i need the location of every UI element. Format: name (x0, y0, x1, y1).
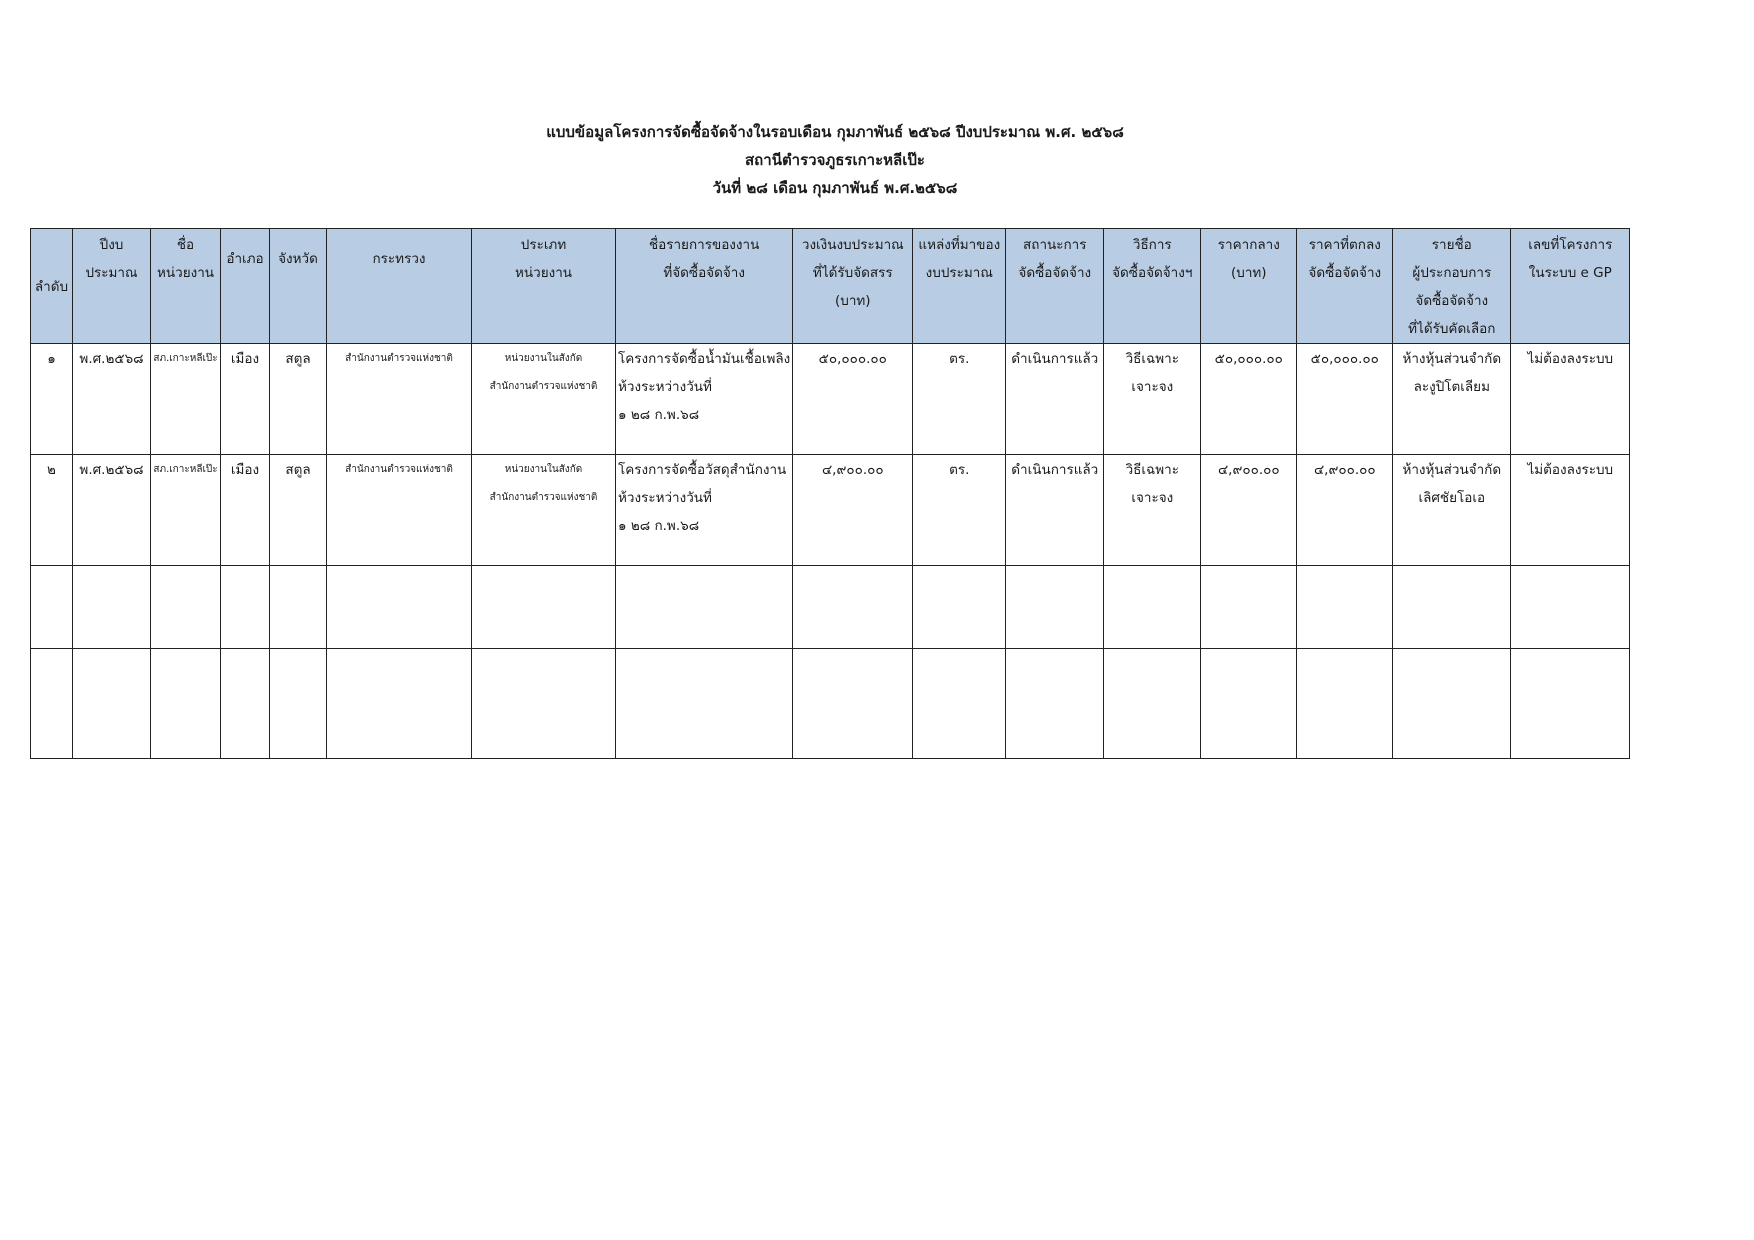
col-header-status: สถานะการ จัดซื้อจัดจ้าง (1006, 229, 1104, 344)
cell-budget: ๕๐,๐๐๐.๐๐ (793, 344, 913, 455)
cell-egp-no: ไม่ต้องลงระบบ (1511, 344, 1630, 455)
cell-ministry: สำนักงานตำรวจแห่งชาติ (327, 455, 472, 566)
cell-method: วิธีเฉพาะเจาะจง (1104, 344, 1201, 455)
table-header-row (31, 229, 1630, 344)
cell-vendor: ห้างหุ้นส่วนจำกัด เลิศชัยโอเอ (1393, 455, 1511, 566)
col-header-method: วิธีการ จัดซื้อจัดจ้างฯ (1104, 229, 1201, 344)
col-header-vendor: รายชื่อ ผู้ประกอบการ จัดซื้อจัดจ้าง ที่ได้รับคัดเลือก (1393, 229, 1511, 344)
report-date: วันที่ ๒๘ เดือน กุมภาพันธ์ พ.ศ.๒๕๖๘ (712, 179, 958, 197)
cell-egp-no: ไม่ต้องลงระบบ (1511, 455, 1630, 566)
cell-ministry: สำนักงานตำรวจแห่งชาติ (327, 344, 472, 455)
cell-agency: สภ.เกาะหลีเป๊ะ (151, 455, 221, 566)
cell-status: ดำเนินการแล้ว (1006, 455, 1104, 566)
cell-reference-price: ๔,๙๐๐.๐๐ (1201, 455, 1297, 566)
col-header-agreed-price: ราคาที่ตกลง จัดซื้อจัดจ้าง (1297, 229, 1393, 344)
document-title: แบบข้อมูลโครงการจัดซื้อจัดจ้างในรอบเดือน กุมภาพันธ์ ๒๕๖๘ ปีงบประมาณ พ.ศ. ๒๕๖๘ (546, 123, 1124, 141)
col-header-budget: วงเงินงบประมาณ ที่ได้รับจัดสรร (บาท) (793, 229, 913, 344)
cell-province: สตูล (270, 344, 327, 455)
cell-agreed-price: ๕๐,๐๐๐.๐๐ (1297, 344, 1393, 455)
col-header-agency-type: ประเภท หน่วยงาน (472, 229, 616, 344)
table-row (31, 344, 1630, 455)
col-header-agency: ชื่อ หน่วยงาน (151, 229, 221, 344)
procurement-table (30, 228, 1630, 759)
station-name: สถานีตำรวจภูธรเกาะหลีเป๊ะ (745, 151, 925, 169)
cell-agency-type: หน่วยงานในสังกัด สำนักงานตำรวจแห่งชาติ (472, 344, 616, 455)
cell-no: ๑ (31, 344, 73, 455)
empty-table-row (31, 566, 1630, 649)
cell-agreed-price: ๔,๙๐๐.๐๐ (1297, 455, 1393, 566)
cell-no: ๒ (31, 455, 73, 566)
cell-vendor: ห้างหุ้นส่วนจำกัด ละงูปิโตเลียม (1393, 344, 1511, 455)
col-header-item: ชื่อรายการของงาน ที่จัดซื้อจัดจ้าง (616, 229, 793, 344)
col-header-ministry: กระทรวง (327, 229, 472, 344)
col-header-egp-no: เลขที่โครงการ ในระบบ e GP (1511, 229, 1630, 344)
cell-method: วิธีเฉพาะเจาะจง (1104, 455, 1201, 566)
document-title-block (0, 118, 1670, 202)
cell-agency-type: หน่วยงานในสังกัด สำนักงานตำรวจแห่งชาติ (472, 455, 616, 566)
cell-district: เมือง (221, 455, 270, 566)
col-header-reference-price: ราคากลาง (บาท) (1201, 229, 1297, 344)
cell-budget: ๔,๙๐๐.๐๐ (793, 455, 913, 566)
cell-budget-source: ตร. (913, 344, 1006, 455)
col-header-province: จังหวัด (270, 229, 327, 344)
col-header-district: อำเภอ (221, 229, 270, 344)
table-row (31, 455, 1630, 566)
cell-item: โครงการจัดซื้อน้ำมันเชื้อเพลิง ห้วงระหว่างวันที่ ๑ ๒๘ ก.พ.๖๘ (616, 344, 793, 455)
cell-province: สตูล (270, 455, 327, 566)
col-header-no: ลำดับ (31, 229, 73, 344)
cell-reference-price: ๕๐,๐๐๐.๐๐ (1201, 344, 1297, 455)
cell-item: โครงการจัดซื้อวัสดุสำนักงาน ห้วงระหว่างวันที่ ๑ ๒๘ ก.พ.๖๘ (616, 455, 793, 566)
empty-table-row (31, 649, 1630, 759)
cell-district: เมือง (221, 344, 270, 455)
cell-fiscal-year: พ.ศ.๒๕๖๘ (73, 344, 151, 455)
cell-budget-source: ตร. (913, 455, 1006, 566)
col-header-fiscal-year: ปีงบ ประมาณ (73, 229, 151, 344)
cell-fiscal-year: พ.ศ.๒๕๖๘ (73, 455, 151, 566)
cell-agency: สภ.เกาะหลีเป๊ะ (151, 344, 221, 455)
col-header-budget-source: แหล่งที่มาของ งบประมาณ (913, 229, 1006, 344)
cell-status: ดำเนินการแล้ว (1006, 344, 1104, 455)
